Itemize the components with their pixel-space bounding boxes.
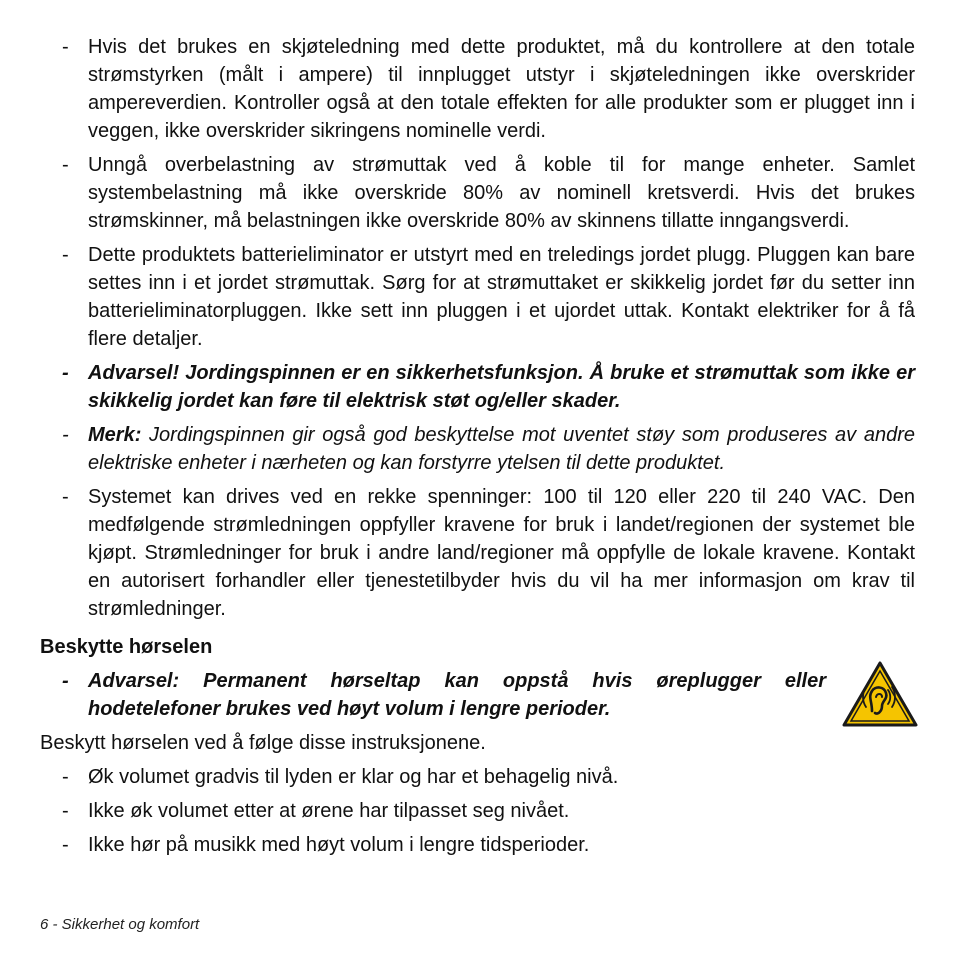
note-item xyxy=(40,421,915,477)
warning-grounding xyxy=(40,359,915,415)
list-item xyxy=(40,241,915,353)
list-item xyxy=(40,151,915,235)
page-footer: 6 - Sikkerhet og komfort xyxy=(40,916,200,933)
list-item xyxy=(40,763,915,791)
list-item-text: Øk volumet gradvis til lyden er klar og har et behagelig nivå. xyxy=(88,766,619,788)
list-item-text: Ikke hør på musikk med høyt volum i lengre tidsperioder. xyxy=(88,834,590,856)
note-text: Jordingspinnen gir også god beskyttelse mot uventet støy som produseres av andre elektriske enheter i nærheten og kan forstyrre ytelsen til dette produktet. xyxy=(88,424,915,474)
list-dash: - xyxy=(62,36,69,58)
hearing-warning-row xyxy=(40,667,915,723)
list-dash: - xyxy=(62,244,69,266)
list-dash: - xyxy=(62,362,69,384)
list-dash: - xyxy=(62,424,69,446)
list-item xyxy=(40,831,915,859)
list-dash: - xyxy=(62,486,69,508)
warning-hearing xyxy=(40,667,826,723)
warning-text: Advarsel: Permanent hørseltap kan oppstå hvis øreplugger eller hodetelefoner brukes ved høyt volum i lengre perioder. xyxy=(88,670,826,720)
list-dash: - xyxy=(62,834,69,856)
list-item xyxy=(40,797,915,825)
list-dash: - xyxy=(62,800,69,822)
list-dash: - xyxy=(62,766,69,788)
hearing-warning-icon xyxy=(842,661,918,727)
section-heading: Beskytte hørselen xyxy=(40,636,213,658)
warning-text: Advarsel! Jordingspinnen er en sikkerhetsfunksjon. Å bruke et strømuttak som ikke er skikkelig jordet kan føre til elektrisk støt og/eller skader. xyxy=(88,362,915,412)
list-item-text: Ikke øk volumet etter at ørene har tilpasset seg nivået. xyxy=(88,800,570,822)
list-item xyxy=(40,483,915,623)
list-item-text: Unngå overbelastning av strømuttak ved å koble til for mange enheter. Samlet systembelastning må ikke overskride 80% av nominell kretsverdi. Hvis det brukes strømskinner, må belastningen ikke overskride 80% av skinnens tillatte inngangsverdi. xyxy=(88,154,915,232)
list-dash: - xyxy=(62,670,69,692)
list-item xyxy=(40,33,915,145)
note-lead: Merk: xyxy=(88,424,142,446)
list-dash: - xyxy=(62,154,69,176)
list-item-text: Dette produktets batterieliminator er utstyrt med en treledings jordet plugg. Pluggen kan bare settes inn i et jordet strømuttak. Sørg for at strømuttaket er skikkelig jordet før du setter inn batterieliminatorpluggen. Ikke sett inn pluggen i et ujordet uttak. Kontakt elektriker for å få flere detaljer. xyxy=(88,244,915,350)
document-page xyxy=(40,33,915,865)
list-item-text: Hvis det brukes en skjøteledning med dette produktet, må du kontrollere at den totale strømstyrken (målt i ampere) til innplugget utstyr i skjøteledningen ikke overskrider ampereverdien. Kontroller også at den totale effekten for alle produkter som er plugget inn i veggen, ikke overskrider sikringens nominelle verdi. xyxy=(88,36,915,142)
intro-text: Beskytt hørselen ved å følge disse instruksjonene. xyxy=(40,732,486,754)
list-item-text: Systemet kan drives ved en rekke spenninger: 100 til 120 eller 220 til 240 VAC. Den medfølgende strømledningen oppfyller kravene for bruk i landet/regionen der systemet ble kjøpt. Strømledninger for bruk i andre land/regioner må oppfylle de lokale kravene. Kontakt en autorisert forhandler eller tjenestetilbyder hvis du vil ha mer informasjon om krav til strømledninger. xyxy=(88,486,915,620)
